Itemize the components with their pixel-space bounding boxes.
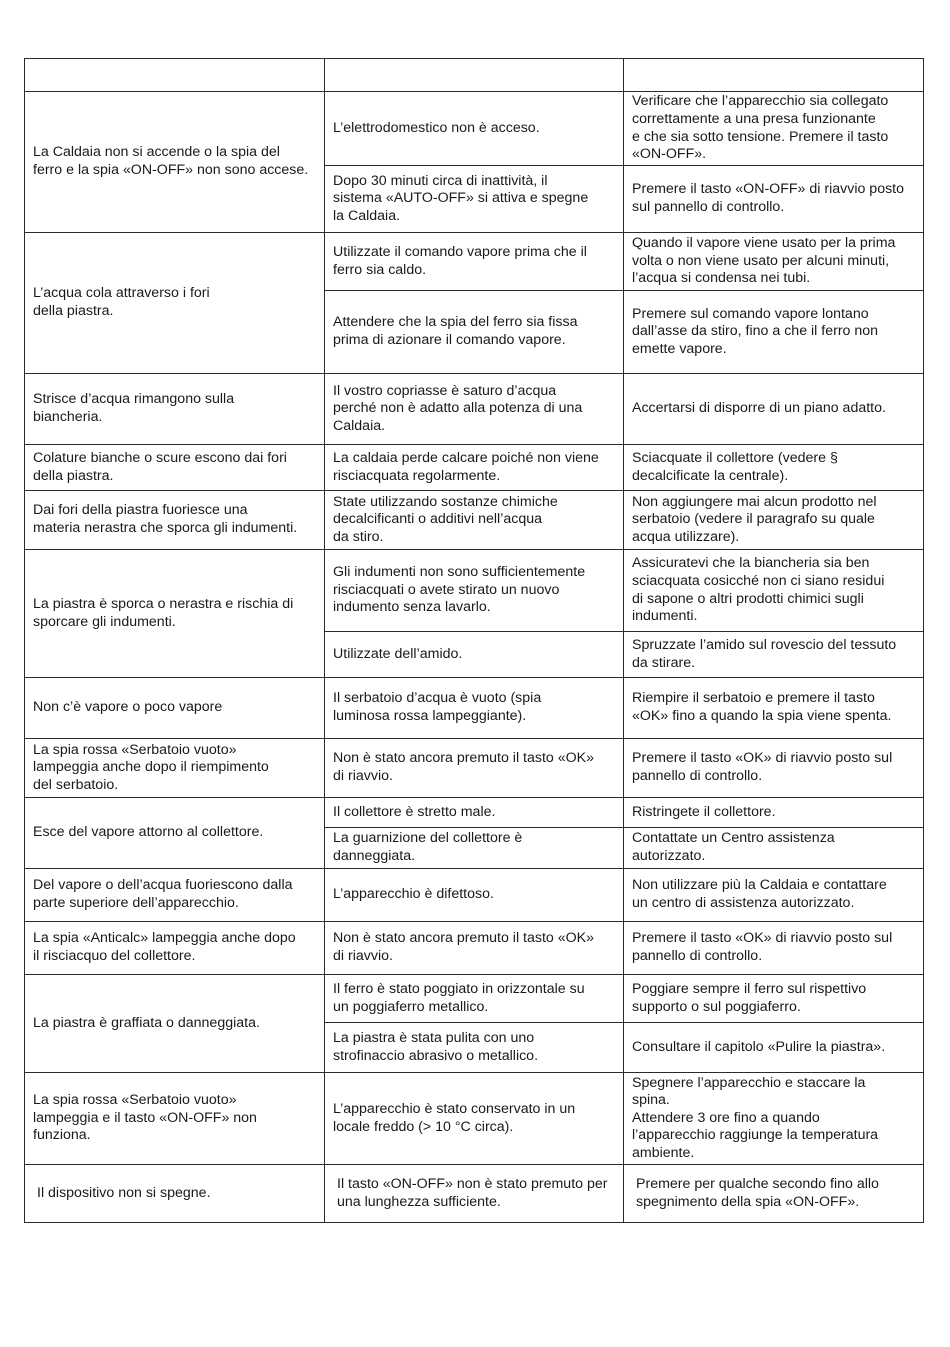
table-row bbox=[25, 1073, 924, 1165]
cause-cell bbox=[325, 550, 624, 632]
solution-cell bbox=[624, 166, 924, 233]
table-row bbox=[25, 975, 924, 1023]
cause-cell bbox=[325, 678, 624, 739]
cause-cell bbox=[325, 1073, 624, 1165]
table-row bbox=[25, 550, 924, 632]
cause-cell bbox=[325, 632, 624, 678]
problem-cell bbox=[25, 1073, 325, 1165]
solution-cell bbox=[624, 92, 924, 166]
solution-text: Premere sul comando vapore lontano dall’asse da stiro, fino a che il ferro non emette vapore. bbox=[632, 305, 879, 357]
problem-text: Dai fori della piastra fuoriesce una materia nerastra che sporca gli indumenti. bbox=[33, 502, 298, 536]
solution-text: Accertarsi di disporre di un piano adatto. bbox=[632, 400, 886, 417]
solution-text: Spruzzate l’amido sul rovescio del tessuto da stirare. bbox=[632, 636, 897, 671]
problem-text: La spia rossa «Serbatoio vuoto» lampeggia anche dopo il riempimento del serbatoio. bbox=[33, 741, 269, 793]
solution-cell bbox=[624, 291, 924, 374]
solution-text: Spegnere l’apparecchio e staccare la spina. Attendere 3 ore fino a quando l’apparecchio raggiunge la temperatura ambiente. bbox=[632, 1074, 879, 1161]
solution-text: Assicuratevi che la biancheria sia ben sciacquata cosicché non ci siano residui di sapone o altri prodotti chimici sugli indumenti. bbox=[632, 555, 885, 625]
problem-cell bbox=[25, 491, 325, 550]
solution-text: Non utilizzare più la Caldaia e contattare un centro di assistenza autorizzato. bbox=[632, 877, 887, 911]
problem-text: Non c’è vapore o poco vapore bbox=[33, 699, 223, 716]
solution-text: Premere il tasto «OK» di riavvio posto sul pannello di controllo. bbox=[632, 750, 893, 784]
table-row bbox=[25, 445, 924, 491]
problem-text: Esce del vapore attorno al collettore. bbox=[33, 824, 264, 841]
problem-text: La piastra è sporca o nerastra e rischia di sporcare gli indumenti. bbox=[33, 595, 294, 630]
solution-text: Premere il tasto «OK» di riavvio posto sul pannello di controllo. bbox=[632, 930, 893, 964]
cause-text: L’apparecchio è stato conservato in un locale freddo (> 10 °C circa). bbox=[333, 1100, 576, 1135]
cause-cell bbox=[325, 828, 624, 869]
table-row bbox=[25, 374, 924, 445]
table-row bbox=[25, 869, 924, 922]
problem-text: La spia «Anticalc» lampeggia anche dopo il risciacquo del collettore. bbox=[33, 930, 296, 964]
solution-cell bbox=[624, 1073, 924, 1165]
cause-text: Non è stato ancora premuto il tasto «OK» di riavvio. bbox=[333, 750, 595, 784]
cause-text: La guarnizione del collettore è danneggiata. bbox=[333, 830, 523, 864]
solution-cell bbox=[624, 233, 924, 291]
header-cell-solution bbox=[624, 59, 924, 92]
table-row bbox=[25, 678, 924, 739]
cause-text: Il ferro è stato poggiato in orizzontale su un poggiaferro metallico. bbox=[333, 980, 585, 1015]
solution-text: Sciacquate il collettore (vedere § decalcificate la centrale). bbox=[632, 449, 838, 484]
cause-cell bbox=[325, 92, 624, 166]
problem-cell bbox=[25, 550, 325, 678]
solution-cell bbox=[624, 632, 924, 678]
solution-text: Quando il vapore viene usato per la prima volta o non viene usato per alcuni minuti, l’acqua si condensa nei tubi. bbox=[632, 235, 896, 287]
cause-text: Utilizzate il comando vapore prima che il ferro sia caldo. bbox=[333, 243, 587, 278]
problem-cell bbox=[25, 975, 325, 1073]
solution-cell bbox=[624, 975, 924, 1023]
solution-cell bbox=[624, 798, 924, 828]
problem-text: La piastra è graffiata o danneggiata. bbox=[33, 1014, 260, 1031]
solution-text: Premere il tasto «ON-OFF» di riavvio posto sul pannello di controllo. bbox=[632, 181, 905, 215]
troubleshooting-table bbox=[24, 58, 924, 1223]
header-cell-problem bbox=[25, 59, 325, 92]
cause-text: Il vostro copriasse è saturo d’acqua perché non è adatto alla potenza di una Caldaia. bbox=[333, 382, 583, 434]
cause-text: Non è stato ancora premuto il tasto «OK» di riavvio. bbox=[333, 930, 595, 964]
solution-cell bbox=[624, 1165, 924, 1223]
cause-cell bbox=[325, 166, 624, 233]
solution-cell bbox=[624, 1023, 924, 1073]
solution-cell bbox=[624, 678, 924, 739]
cause-cell bbox=[325, 233, 624, 291]
cause-text: State utilizzando sostanze chimiche decalcificanti o additivi nell’acqua da stiro. bbox=[333, 493, 558, 545]
solution-cell bbox=[624, 739, 924, 798]
problem-cell bbox=[25, 678, 325, 739]
table-row bbox=[25, 92, 924, 166]
cause-text: La caldaia perde calcare poiché non viene risciacquata regolarmente. bbox=[333, 449, 599, 484]
solution-text: Non aggiungere mai alcun prodotto nel serbatoio (vedere il paragrafo su quale acqua utilizzare). bbox=[632, 493, 877, 545]
cause-cell bbox=[325, 739, 624, 798]
cause-text: L’elettrodomestico non è acceso. bbox=[333, 119, 540, 136]
cause-text: Dopo 30 minuti circa di inattività, il sistema «AUTO-OFF» si attiva e spegne la Caldaia. bbox=[333, 172, 589, 224]
problem-cell bbox=[25, 445, 325, 491]
problem-text: L’acqua cola attraverso i fori della piastra. bbox=[33, 285, 210, 319]
cause-cell bbox=[325, 1165, 624, 1223]
cause-text: Il serbatoio d’acqua è vuoto (spia luminosa rossa lampeggiante). bbox=[333, 690, 542, 724]
problem-text: Strisce d’acqua rimangono sulla biancheria. bbox=[33, 391, 235, 425]
solution-text: Premere per qualche secondo fino allo spegnimento della spia «ON-OFF». bbox=[636, 1175, 879, 1210]
cause-cell bbox=[325, 374, 624, 445]
problem-cell bbox=[25, 739, 325, 798]
problem-cell bbox=[25, 798, 325, 869]
cause-text: Il tasto «ON-OFF» non è stato premuto per una lunghezza sufficiente. bbox=[337, 1175, 608, 1210]
cause-text: La piastra è stata pulita con uno strofinaccio abrasivo o metallico. bbox=[333, 1029, 539, 1064]
cause-cell bbox=[325, 869, 624, 922]
cause-cell bbox=[325, 975, 624, 1023]
solution-text: Poggiare sempre il ferro sul rispettivo supporto o sul poggiaferro. bbox=[632, 980, 867, 1015]
cause-text: Utilizzate dell’amido. bbox=[333, 645, 463, 662]
problem-cell bbox=[25, 92, 325, 233]
problem-text: Il dispositivo non si spegne. bbox=[37, 1184, 211, 1201]
solution-cell bbox=[624, 550, 924, 632]
table-body bbox=[25, 92, 924, 1223]
solution-text: Consultare il capitolo «Pulire la piastra». bbox=[632, 1038, 886, 1055]
cause-cell bbox=[325, 445, 624, 491]
cause-cell bbox=[325, 798, 624, 828]
cause-cell bbox=[325, 922, 624, 975]
problem-cell bbox=[25, 374, 325, 445]
table-row bbox=[25, 1165, 924, 1223]
table-row bbox=[25, 739, 924, 798]
problem-cell bbox=[25, 869, 325, 922]
problem-cell bbox=[25, 233, 325, 374]
cause-text: Attendere che la spia del ferro sia fissa prima di azionare il comando vapore. bbox=[333, 314, 578, 348]
solution-text: Verificare che l’apparecchio sia collegato correttamente a una presa funzionante e che sia sotto tensione. Premere il tasto «ON-OFF». bbox=[632, 93, 889, 163]
solution-cell bbox=[624, 922, 924, 975]
table-row bbox=[25, 798, 924, 828]
solution-text: Riempire il serbatoio e premere il tasto «OK» fino a quando la spia viene spenta. bbox=[632, 690, 892, 724]
cause-cell bbox=[325, 491, 624, 550]
table-header-row bbox=[25, 59, 924, 92]
solution-text: Contattate un Centro assistenza autorizzato. bbox=[632, 830, 835, 864]
problem-text: La Caldaia non si accende o la spia del ferro e la spia «ON-OFF» non sono accese. bbox=[33, 144, 309, 178]
solution-cell bbox=[624, 374, 924, 445]
cause-text: L’apparecchio è difettoso. bbox=[333, 886, 494, 903]
problem-text: Colature bianche o scure escono dai fori della piastra. bbox=[33, 449, 287, 484]
cause-cell bbox=[325, 291, 624, 374]
solution-cell bbox=[624, 491, 924, 550]
problem-text: Del vapore o dell’acqua fuoriescono dalla parte superiore dell’apparecchio. bbox=[33, 877, 293, 911]
cause-cell bbox=[325, 1023, 624, 1073]
solution-cell bbox=[624, 445, 924, 491]
solution-text: Ristringete il collettore. bbox=[632, 803, 776, 820]
problem-cell bbox=[25, 1165, 325, 1223]
cause-text: Il collettore è stretto male. bbox=[333, 803, 496, 820]
table-row bbox=[25, 491, 924, 550]
table-row bbox=[25, 922, 924, 975]
problem-cell bbox=[25, 922, 325, 975]
table-row bbox=[25, 233, 924, 291]
solution-cell bbox=[624, 828, 924, 869]
header-cell-cause bbox=[325, 59, 624, 92]
cause-text: Gli indumenti non sono sufficientemente risciacquati o avete stirato un nuovo indumento senza lavarlo. bbox=[333, 564, 586, 616]
solution-cell bbox=[624, 869, 924, 922]
problem-text: La spia rossa «Serbatoio vuoto» lampeggia e il tasto «ON-OFF» non funziona. bbox=[33, 1092, 257, 1144]
